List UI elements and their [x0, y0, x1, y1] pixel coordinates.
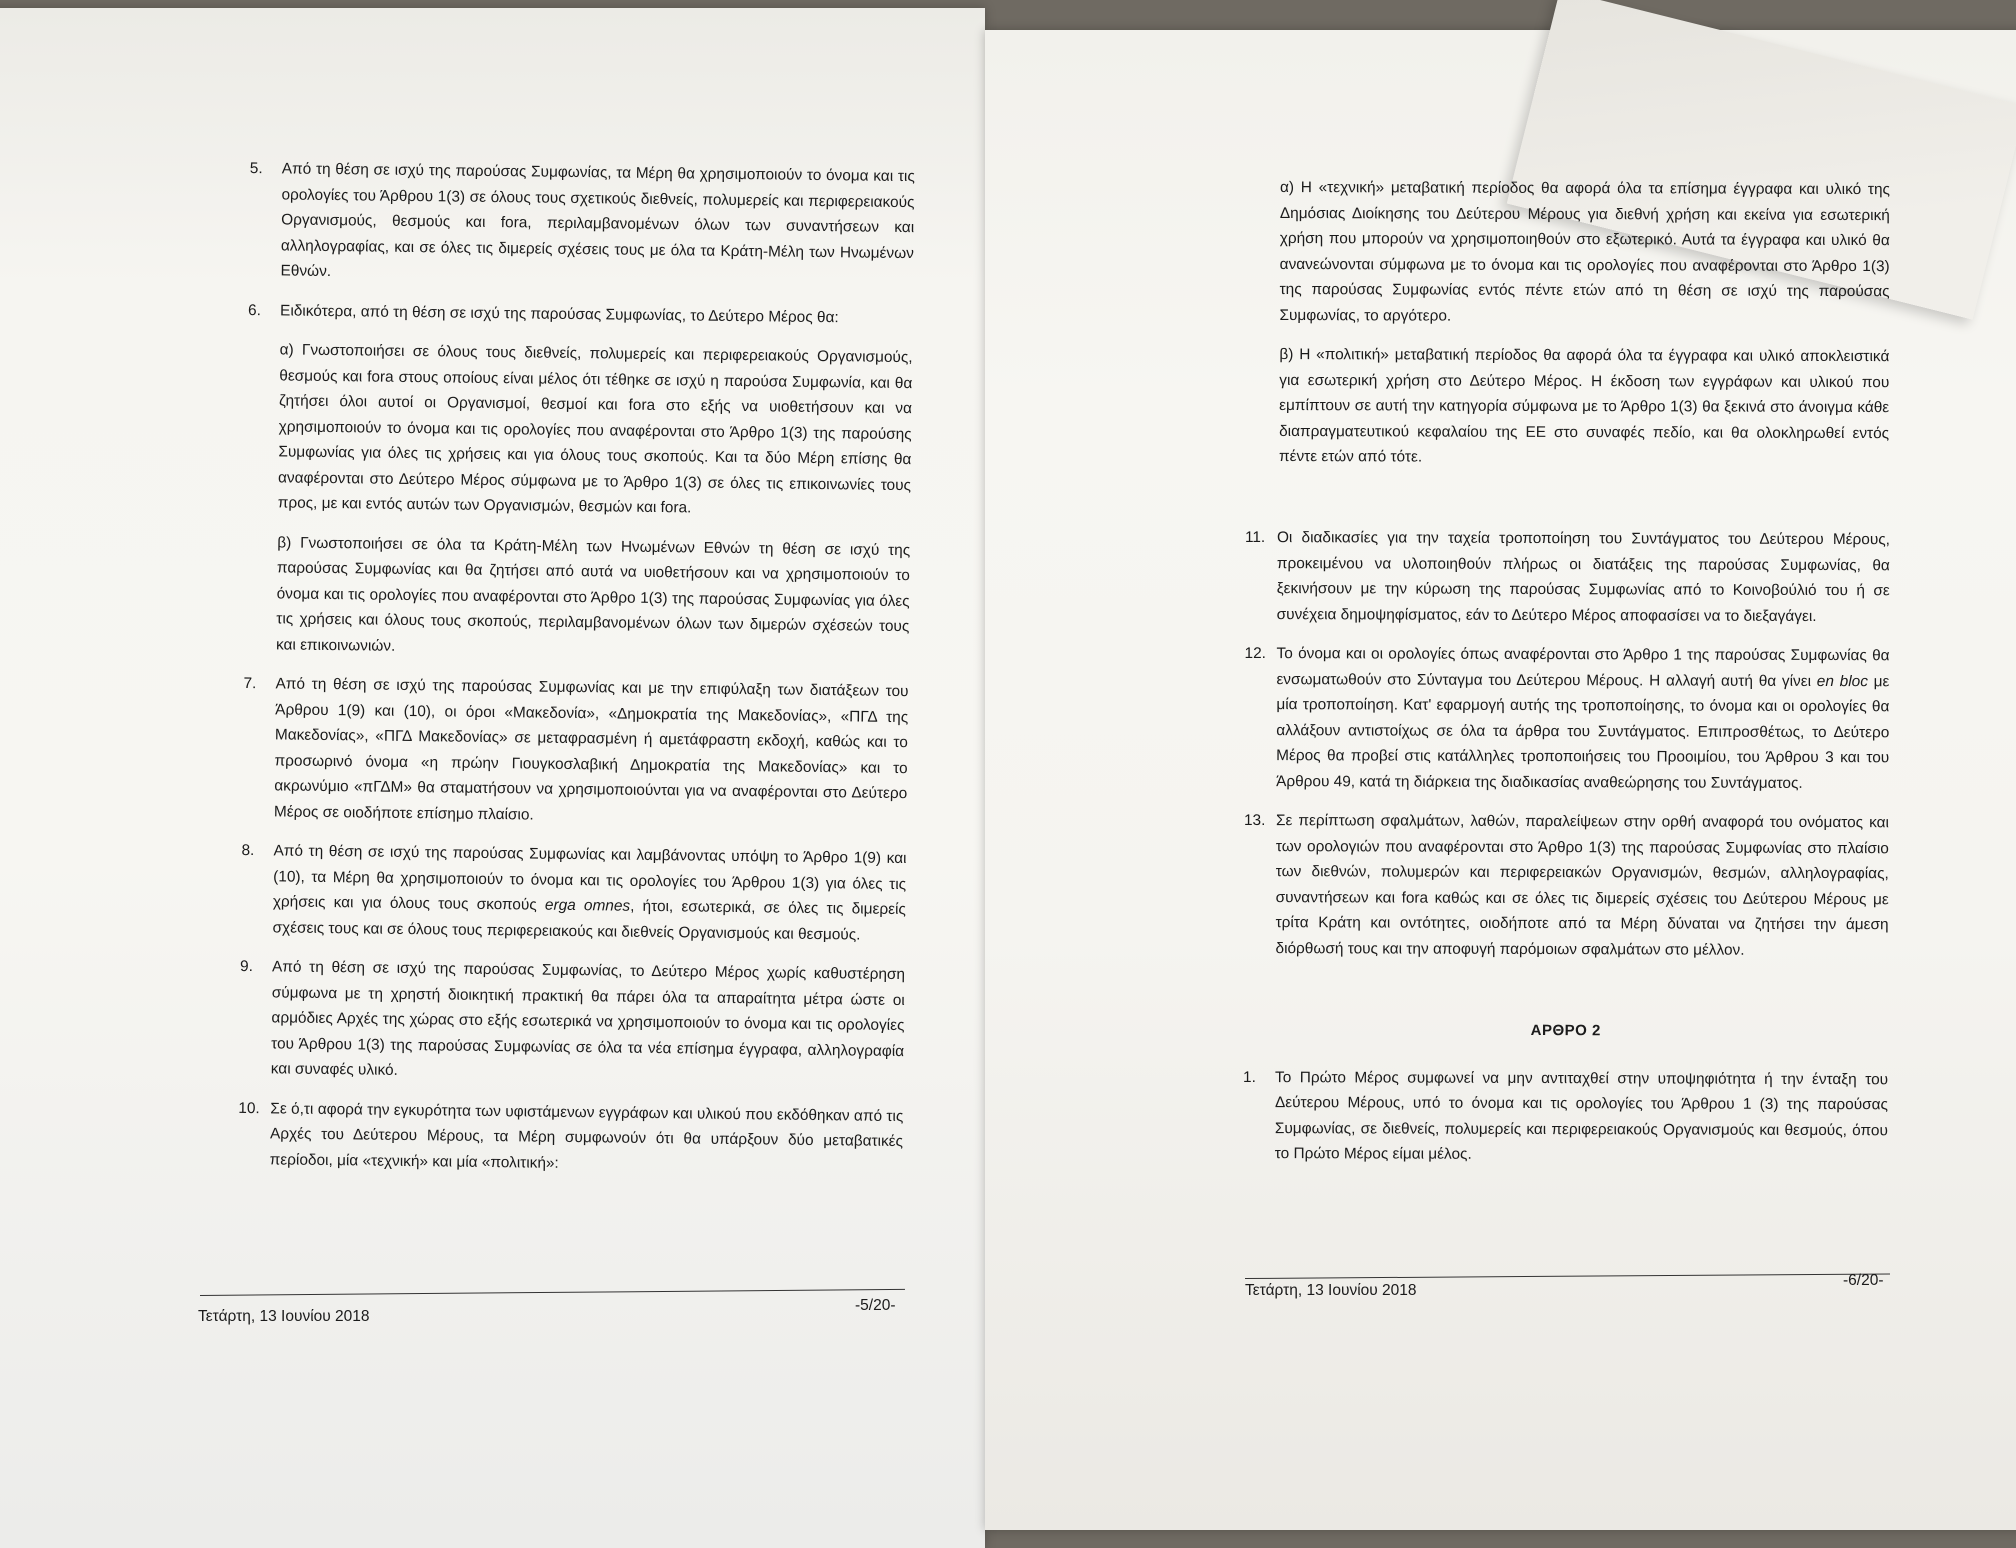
page-number: -5/20- [855, 1297, 896, 1314]
footer-date: Τετάρτη, 13 Ιουνίου 2018 [198, 1308, 370, 1325]
item-number: 12. [1244, 644, 1266, 663]
footer-date: Τετάρτη, 13 Ιουνίου 2018 [1245, 1282, 1417, 1299]
item-number: 9. [239, 957, 254, 976]
item-6-sub-a: α) Γνωστοποιήσει σε όλους τους διεθνείς, πολυμερείς και περιφερειακούς Οργανισμούς, θεσμούς και fora στους οποίους είναι μέλος ότι τέθηκε σε ισχύ η παρούσα Συμφωνία, και θα ζητήσει όλοι αυτοί οι Οργανισμοί, θεσμοί και fora στο εξής να υιοθετήσουν και να χρησιμοποιούν το όνομα και τις ορολογίες που αναφέρονται στο Άρθρο 1(3) της παρούσης Συμφωνίας για όλες τις χρήσεις και για όλους τους σκοπούς. Και τα δύο Μέρη επίσης θα αναφέρονται στο Δεύτερο Μέρος σύμφωνα με το Άρθρο 1(3) σε όλες τις επικοινωνίες τους προς, με και εντός αυτών των Οργανισμών, θεσμών και fora. [277, 341, 913, 517]
article-item-8 [240, 838, 906, 948]
item-number: 8. [241, 841, 255, 860]
item-number: 5. [249, 159, 263, 178]
article-item-5 [248, 156, 915, 292]
item-number: 13. [1243, 811, 1266, 830]
item-number: 1. [1243, 1068, 1256, 1086]
item-text: Από τη θέση σε ισχύ της παρούσας Συμφωνίας και με την επιφύλαξη των διατάξεων του Άρθρου 1(9) και (10), οι όροι «Μακεδονία», «Δημοκρατία της Μακεδονίας», «ΠΓΔ της Μακεδονίας», «ΠΓΔ Μακεδονίας» σε μεταφρασμένη ή αμετάφραστη εκδοχή, καθώς και το προσωρινό όνομα «η πρώην Γιουγκοσλαβική Δημοκρατία της Μακεδονίας» και το ακρωνύμιο «πΓΔΜ» θα σταματήσουν να χρησιμοποιούνται για να αναφέρονται στο Δεύτερο Μέρος σε οιοδήποτε επίσημο πλαίσιο. [273, 675, 909, 824]
article-item-12 [1244, 641, 1890, 796]
latin-phrase: erga omnes [544, 896, 631, 915]
item-text: Ειδικότερα, από τη θέση σε ισχύ της παρούσας Συμφωνίας, το Δεύτερο Μέρος θα: [280, 301, 839, 326]
article-item-13 [1243, 808, 1889, 963]
left-page-body [237, 156, 915, 1194]
page-number: -6/20- [1843, 1272, 1884, 1289]
article-item-9 [239, 954, 906, 1090]
item-text: Από τη θέση σε ισχύ της παρούσας Συμφωνίας, το Δεύτερο Μέρος χωρίς καθυστέρηση σύμφωνα με τη χρηστή διοικητική πρακτική θα πάρει όλα τα απαραίτητα μέτρα ώστε οι αρμόδιες Αρχές της χώρας στο εξής εσωτερικά να χρησιμοποιούν το όνομα και τις ορολογίες του Άρθρου 1(3) της παρούσας Συμφωνίας σε όλα τα νέα επίσημα έγγραφα, αλληλογραφία και συναφές υλικό. [270, 958, 906, 1079]
item-number: 6. [248, 301, 262, 319]
article-2-item-1 [1243, 1064, 1888, 1168]
item-text: Το Πρώτο Μέρος συμφωνεί να μην αντιταχθεί στην υποψηφιότητα ή την ένταξη του Δεύτερου Μέρους, υπό το όνομα και τις ορολογίες του Άρθρου 1 (3) της παρούσας Συμφωνίας, σε διεθνείς, πολυμερείς και περιφερειακούς Οργανισμούς και θεσμούς, όπου το Πρώτο Μέρος είμαι μέλος. [1274, 1068, 1889, 1163]
item-10-sub-a: α) Η «τεχνική» μεταβατική περίοδος θα αφορά όλα τα επίσημα έγγραφα και υλικό της Δημόσιας Διοίκησης του Δεύτερου Μέρους για διεθνή χρήση και εκείνα για εσωτερική χρήση που μπορούν να χρησιμοποιηθούν στο εξωτερικό. Αυτά τα έγγραφα και υλικό θα ανανεώνονται σύμφωνα με το όνομα και τις ορολογίες που αναφέρονται στο Άρθρο 1(3) της παρούσας Συμφωνίας εντός πέντε ετών από τη θέση σε ισχύ της παρούσας Συμφωνίας, το αργότερο. [1279, 178, 1890, 325]
item-text: Από τη θέση σε ισχύ της παρούσας Συμφωνίας και λαμβάνοντας υπόψη το Άρθρο 1(9) και (10), τα Μέρη θα χρησιμοποιούν το όνομα και τις ορολογίες του Άρθρου 1(3) για όλες τις χρήσεις και για όλους τους σκοπούς erga omnes, ήτοι, εσωτερικά, σε όλες τις διμερείς σχέσεις τους και σε όλους τους περιφερειακούς και διεθνείς Οργανισμούς και θεσμούς. [272, 842, 907, 944]
latin-phrase: en bloc [1816, 672, 1868, 690]
article-2-heading: ΑΡΘΡΟ 2 [1530, 1022, 1601, 1040]
item-text: Οι διαδικασίες για την ταχεία τροποποίηση του Συντάγματος του Δεύτερου Μέρους, προκειμένου να υλοποιηθούν πλήρως οι διατάξεις της παρούσας Συμφωνίας, θα ξεκινήσουν με την κύρωση της παρούσας Συμφωνίας από το Κοινοβούλιό του ή σε συνέχεια δημοψηφίσματος, εάν το Δεύτερο Μέρος αποφασίσει να το διεξαγάγει. [1276, 529, 1890, 625]
item-text: Από τη θέση σε ισχύ της παρούσας Συμφωνίας, τα Μέρη θα χρησιμοποιούν το όνομα και τις ορολογίες του Άρθρου 1(3) σε όλους τους σχετικούς διεθνείς, πολυμερείς και περιφερειακούς Οργανισμούς, θεσμούς και fora, περιλαμβανομένων όλων των συναντήσεων και αλληλογραφίας, και σε όλες τις διμερείς σχέσεις τους με όλα τα Κράτη-Μέλη των Ηνωμένων Εθνών. [280, 160, 915, 280]
item-text: Σε ό,τι αφορά την εγκυρότητα των υφιστάμενων εγγράφων και υλικού που εκδόθηκαν από τις Αρχές του Δεύτερου Μέρους, τα Μέρη συμφωνούν ότι θα υπάρξουν δύο μεταβατικές περίοδοι, μία «τεχνική» και μία «πολιτική»: [269, 1099, 904, 1172]
item-number: 10. [238, 1099, 260, 1117]
article-item-11 [1245, 525, 1890, 629]
item-number: 11. [1244, 529, 1266, 547]
article-item-10 [238, 1095, 904, 1180]
item-text: Το όνομα και οι ορολογίες όπως αναφέρονται στο Άρθρο 1 της παρούσας Συμφωνίας θα ενσωματωθούν στο Σύνταγμα του Δεύτερου Μέρους. Η αλλαγή αυτή θα γίνει en bloc με μία τροποποίηση. Κατ' εφαρμογή αυτής της τροποποίησης, το όνομα και οι ορολογίες θα αλλάξουν αντιστοίχως σε όλα τα άρθρα του Συντάγματος. Επιπροσθέτως, το Δεύτερο Μέρος θα προβεί στις κατάλληλες τροποποιήσεις του Προοιμίου, του Άρθρου 3 και του Άρθρου 49, κατά τη διάρκεια της διαδικασίας αναθεώρησης του Συντάγματος. [1276, 645, 1890, 792]
item-6-sub-b: β) Γνωστοποιήσει σε όλα τα Κράτη-Μέλη των Ηνωμένων Εθνών τη θέση σε ισχύ της παρούσας Συμφωνίας και θα ζητήσει από αυτά να υιοθετήσουν και να χρησιμοποιούν το όνομα και τις ορολογίες που αναφέρονται στο Άρθρο 1(3) της παρούσας Συμφωνίας για όλες τις χρήσεις και όλους τους σκοπούς, περιλαμβανομένων όλων των διμερών σχέσεών τους και επικοινωνιών. [275, 533, 911, 655]
right-page-body [1279, 175, 1890, 546]
article-item-6 [248, 297, 913, 331]
item-number: 7. [243, 674, 257, 693]
item-10-sub-b: β) Η «πολιτική» μεταβατική περίοδος θα αφορά όλα τα έγγραφα και υλικό αποκλειστικά για εσωτερική χρήση στο Δεύτερο Μέρος. Η έκδοση των εγγράφων και υλικού που εμπίπτουν σε αυτή την κατηγορία σύμφωνα με το Άρθρο 1(3) θα ξεκινά στο άνοιγμα κάθε διαπραγματευτικού κεφαλαίου της ΕΕ στο συναφές πεδίο, και θα ολοκληρωθεί εντός πέντε ετών από τότε. [1278, 345, 1890, 466]
article-item-7 [242, 671, 909, 832]
item-text: Σε περίπτωση σφαλμάτων, λαθών, παραλείψεων στην ορθή αναφορά του ονόματος και των ορολογιών που αναφέρονται στο Άρθρο 1(3) της παρούσας Συμφωνίας στο πλαίσιο των διεθνών, πολυμερών και περιφερειακών Οργανισμών, θεσμών, αλληλογραφίας, συναντήσεων και fora καθώς και σε όλες τις διμερείς σχέσεις του Δεύτερου Μέρους με τρίτα Κράτη και οντότητες, οιοδήποτε από τα Μέρη δύναται να ζητήσει την άμεση διόρθωσή τους και την αποφυγή παρόμοιων σφαλμάτων στο μέλλον. [1275, 812, 1889, 959]
right-page-body-items [1243, 525, 1890, 1183]
